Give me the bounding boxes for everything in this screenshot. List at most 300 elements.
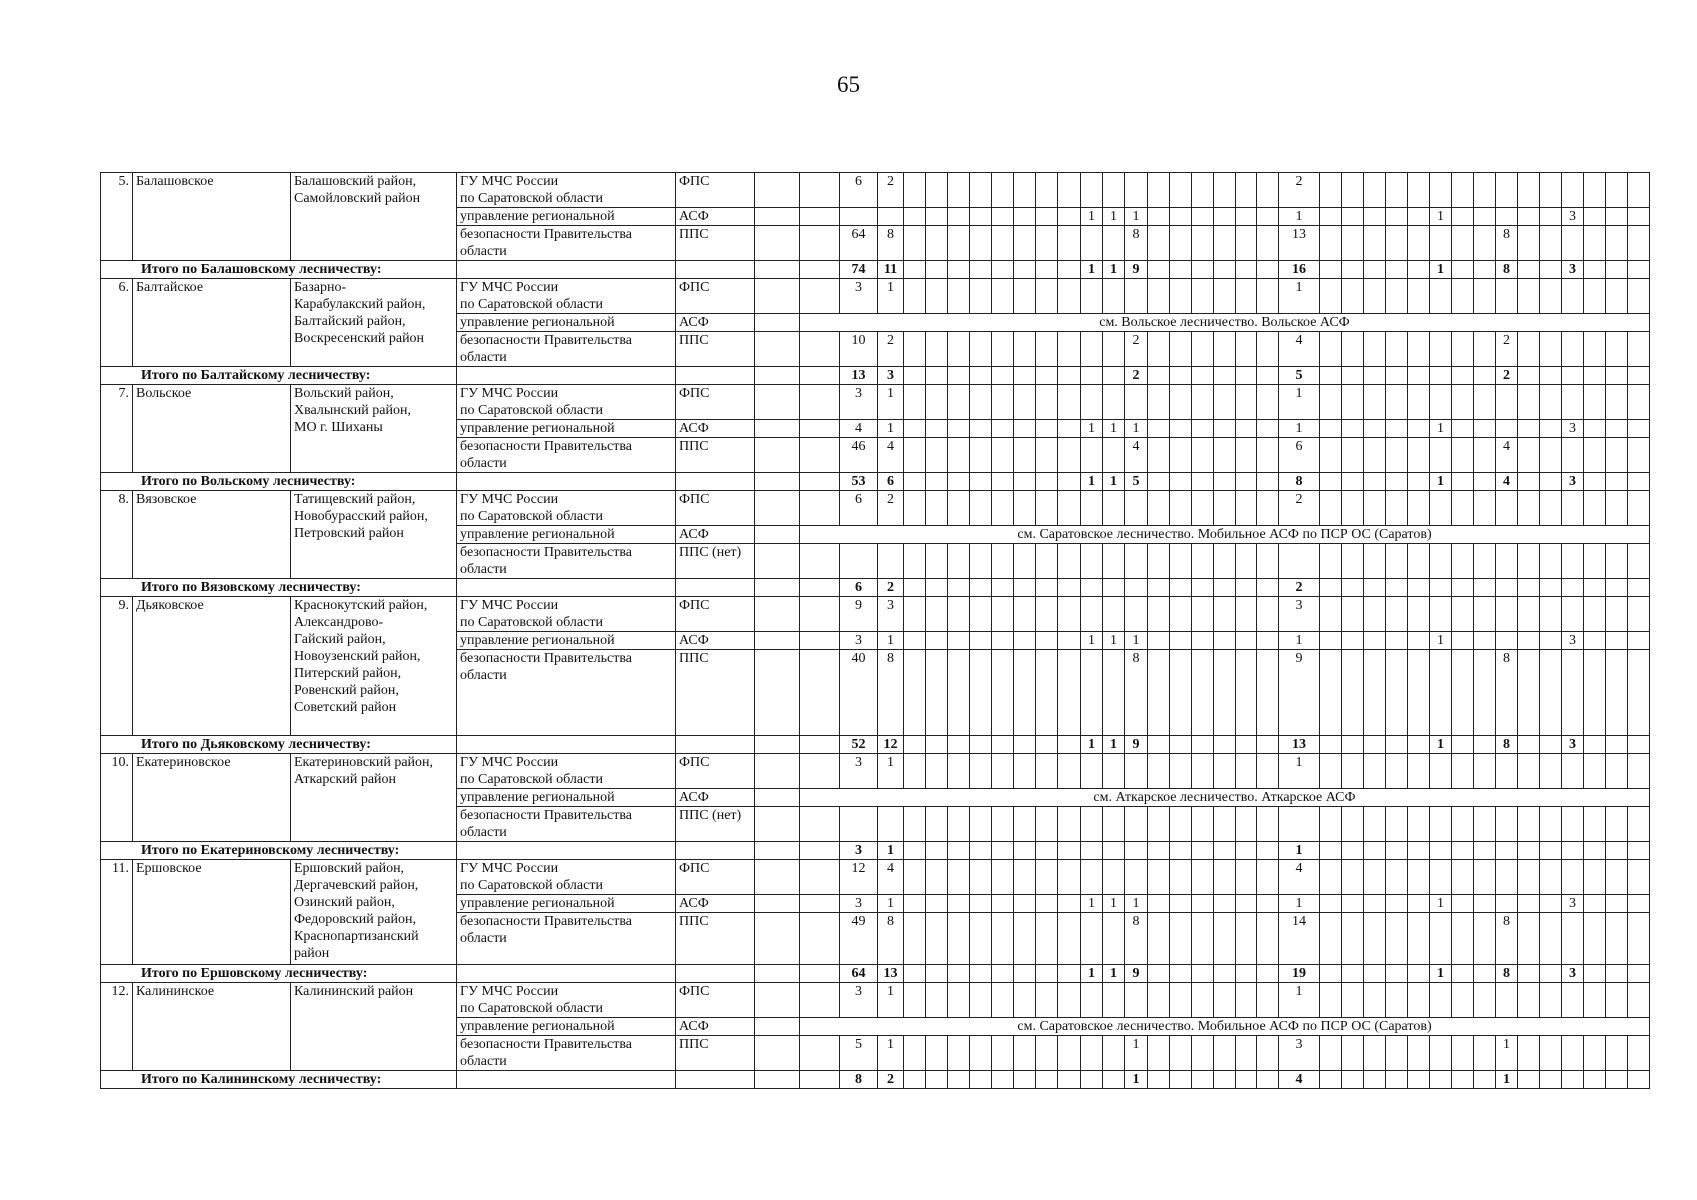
value-cell	[1496, 754, 1518, 789]
empty-cell	[676, 736, 755, 754]
value-cell	[992, 1071, 1014, 1089]
value-cell	[1170, 473, 1192, 491]
value-cell	[800, 332, 840, 367]
value-cell	[1192, 965, 1214, 983]
value-cell	[1214, 420, 1236, 438]
value-cell	[1214, 473, 1236, 491]
value-cell	[970, 544, 992, 579]
empty-cell	[457, 261, 676, 279]
empty-cell	[755, 736, 800, 754]
value-cell: 4	[1496, 473, 1518, 491]
organization	[457, 860, 676, 895]
value-cell	[1320, 544, 1342, 579]
value-cell	[1540, 544, 1562, 579]
value-cell	[1364, 965, 1386, 983]
value-cell	[1430, 332, 1452, 367]
value-cell	[1320, 208, 1342, 226]
value-cell	[1014, 367, 1036, 385]
value-cell	[1628, 736, 1650, 754]
value-cell	[1540, 1036, 1562, 1071]
value-cell	[1058, 208, 1081, 226]
value-cell	[1058, 1071, 1081, 1089]
value-cell	[1452, 597, 1474, 632]
district-line: Екатериновский район,	[294, 755, 434, 770]
district-line: Карабулакский район,	[294, 297, 426, 312]
value-cell	[1036, 842, 1058, 860]
value-cell	[1214, 438, 1236, 473]
empty-cell	[755, 367, 800, 385]
value-cell: 3	[1562, 473, 1584, 491]
value-cell	[800, 895, 840, 913]
value-cell	[1036, 332, 1058, 367]
value-cell	[1125, 842, 1148, 860]
value-cell	[1192, 579, 1214, 597]
value-cell: 64	[840, 965, 878, 983]
value-cell	[1452, 208, 1474, 226]
value-cell	[1148, 632, 1170, 650]
value-cell	[1628, 1071, 1650, 1089]
district-line: Балтайский район,	[294, 314, 406, 329]
value-cell	[1014, 1071, 1036, 1089]
value-cell	[904, 438, 926, 473]
value-cell	[840, 544, 878, 579]
value-cell	[1320, 597, 1342, 632]
district-line: Балашовский район,	[294, 174, 417, 189]
value-cell	[1364, 438, 1386, 473]
value-cell	[1342, 1071, 1364, 1089]
organization	[457, 526, 676, 544]
value-cell	[800, 807, 840, 842]
value-cell: 1	[1081, 632, 1103, 650]
organization	[457, 789, 676, 807]
value-cell	[800, 842, 840, 860]
table-row	[101, 597, 1650, 632]
value-cell: 1	[878, 1036, 904, 1071]
value-cell	[1562, 1071, 1584, 1089]
value-cell	[1058, 965, 1081, 983]
value-cell	[1320, 895, 1342, 913]
value-cell	[1540, 385, 1562, 420]
value-cell	[1386, 367, 1408, 385]
value-cell	[1452, 279, 1474, 314]
value-cell: 1	[1279, 420, 1320, 438]
value-cell: 9	[1125, 261, 1148, 279]
value-cell	[1452, 420, 1474, 438]
forestry-name: Дьяковское	[133, 597, 291, 736]
value-cell: 40	[840, 650, 878, 736]
value-cell	[1170, 1036, 1192, 1071]
value-cell	[970, 261, 992, 279]
row-number: 5.	[101, 173, 133, 261]
value-cell: 1	[1279, 208, 1320, 226]
value-cell: 4	[878, 438, 904, 473]
value-cell	[1584, 279, 1606, 314]
value-cell	[1257, 1071, 1279, 1089]
value-cell	[1452, 650, 1474, 736]
reference-note: см. Саратовское лесничество. Мобильное АСФ по ПСР ОС (Саратов)	[800, 1018, 1650, 1036]
value-cell	[1628, 438, 1650, 473]
value-cell	[1518, 579, 1540, 597]
value-cell	[1386, 842, 1408, 860]
value-cell	[1214, 1071, 1236, 1089]
value-cell	[1148, 842, 1170, 860]
value-cell	[1606, 579, 1628, 597]
value-cell	[1430, 438, 1452, 473]
value-cell	[1474, 860, 1496, 895]
value-cell	[1496, 983, 1518, 1018]
value-cell	[1342, 226, 1364, 261]
value-cell	[1103, 579, 1125, 597]
value-cell	[970, 420, 992, 438]
value-cell	[1257, 736, 1279, 754]
value-cell	[1170, 226, 1192, 261]
organization-line: ГУ МЧС России	[460, 984, 559, 999]
organization-line: ГУ МЧС России	[460, 492, 559, 507]
value-cell	[1496, 420, 1518, 438]
value-cell	[1192, 842, 1214, 860]
value-cell	[1170, 491, 1192, 526]
value-cell	[1562, 597, 1584, 632]
value-cell	[1474, 983, 1496, 1018]
value-cell	[1236, 597, 1257, 632]
organization-line: безопасности Правительства	[460, 651, 632, 666]
value-cell	[1496, 208, 1518, 226]
value-cell	[1474, 632, 1496, 650]
organization	[457, 913, 676, 965]
value-cell	[970, 597, 992, 632]
value-cell	[1257, 279, 1279, 314]
value-cell	[1474, 279, 1496, 314]
value-cell	[1170, 332, 1192, 367]
value-cell	[1628, 491, 1650, 526]
value-cell	[970, 279, 992, 314]
value-cell	[1474, 579, 1496, 597]
value-cell	[1342, 913, 1364, 965]
value-cell	[800, 438, 840, 473]
value-cell	[1036, 597, 1058, 632]
forestry-resources-table	[100, 172, 1650, 1089]
total-row	[101, 367, 1650, 385]
value-cell	[992, 754, 1014, 789]
value-cell	[926, 385, 948, 420]
organization-line: управление региональной	[460, 315, 615, 330]
value-cell: 1	[1125, 420, 1148, 438]
value-cell	[1584, 965, 1606, 983]
empty-cell	[457, 965, 676, 983]
value-cell	[1192, 226, 1214, 261]
value-cell	[1058, 332, 1081, 367]
unit-type: ФПС	[676, 754, 755, 789]
value-cell	[1036, 420, 1058, 438]
value-cell	[1342, 965, 1364, 983]
row-number: 11.	[101, 860, 133, 965]
value-cell	[992, 983, 1014, 1018]
value-cell	[1518, 807, 1540, 842]
value-cell	[1036, 807, 1058, 842]
value-cell	[1386, 1036, 1408, 1071]
district-line: Александрово-	[294, 615, 384, 630]
value-cell	[970, 913, 992, 965]
value-cell	[904, 332, 926, 367]
value-cell	[1081, 860, 1103, 895]
value-cell	[800, 913, 840, 965]
district-line: Питерский район,	[294, 666, 402, 681]
value-cell	[1342, 420, 1364, 438]
value-cell	[904, 261, 926, 279]
value-cell	[1170, 632, 1192, 650]
value-cell	[948, 491, 970, 526]
value-cell	[1518, 279, 1540, 314]
value-cell: 3	[1562, 261, 1584, 279]
value-cell	[1170, 913, 1192, 965]
value-cell	[1452, 913, 1474, 965]
value-cell	[904, 173, 926, 208]
organization-line: области	[460, 350, 507, 365]
organization-line: управление региональной	[460, 633, 615, 648]
value-cell	[1192, 736, 1214, 754]
value-cell	[1540, 226, 1562, 261]
value-cell	[948, 597, 970, 632]
value-cell	[970, 367, 992, 385]
value-cell	[1214, 860, 1236, 895]
value-cell	[1192, 438, 1214, 473]
value-cell: 16	[1279, 261, 1320, 279]
value-cell	[1192, 491, 1214, 526]
value-cell: 3	[878, 367, 904, 385]
organization	[457, 544, 676, 579]
value-cell	[948, 579, 970, 597]
value-cell	[1236, 367, 1257, 385]
organization-line: области	[460, 456, 507, 471]
value-cell	[1257, 895, 1279, 913]
district-list	[291, 860, 457, 965]
unit-type: ППС	[676, 913, 755, 965]
value-cell	[1386, 385, 1408, 420]
value-cell: 1	[1430, 895, 1452, 913]
value-cell: 1	[1081, 473, 1103, 491]
value-cell	[1540, 173, 1562, 208]
value-cell	[904, 913, 926, 965]
value-cell	[1036, 491, 1058, 526]
value-cell: 1	[878, 632, 904, 650]
value-cell: 1	[1125, 632, 1148, 650]
value-cell: 2	[1279, 173, 1320, 208]
value-cell	[1236, 385, 1257, 420]
value-cell	[1148, 385, 1170, 420]
value-cell	[1606, 491, 1628, 526]
value-cell	[1058, 438, 1081, 473]
value-cell	[1036, 544, 1058, 579]
value-cell	[1408, 261, 1430, 279]
value-cell	[1036, 1071, 1058, 1089]
value-cell	[1081, 226, 1103, 261]
total-row	[101, 1071, 1650, 1089]
value-cell	[1214, 544, 1236, 579]
value-cell	[992, 860, 1014, 895]
value-cell: 2	[1496, 332, 1518, 367]
district-line: Калининский район	[294, 984, 414, 999]
value-cell	[1562, 226, 1584, 261]
value-cell	[1364, 385, 1386, 420]
value-cell	[1342, 544, 1364, 579]
value-cell	[1170, 544, 1192, 579]
value-cell	[1320, 807, 1342, 842]
value-cell	[1214, 279, 1236, 314]
value-cell	[1192, 754, 1214, 789]
value-cell	[1058, 544, 1081, 579]
value-cell	[1125, 754, 1148, 789]
value-cell	[1364, 367, 1386, 385]
value-cell	[1562, 367, 1584, 385]
value-cell	[992, 279, 1014, 314]
value-cell	[1364, 632, 1386, 650]
value-cell	[1170, 579, 1192, 597]
value-cell	[1364, 754, 1386, 789]
value-cell: 8	[1496, 736, 1518, 754]
value-cell	[1192, 1071, 1214, 1089]
value-cell	[1628, 367, 1650, 385]
value-cell	[1408, 420, 1430, 438]
value-cell	[1452, 385, 1474, 420]
value-cell	[1058, 860, 1081, 895]
value-cell	[1081, 385, 1103, 420]
empty-cell	[755, 842, 800, 860]
value-cell	[1452, 261, 1474, 279]
value-cell	[1148, 473, 1170, 491]
value-cell: 46	[840, 438, 878, 473]
organization	[457, 279, 676, 314]
value-cell	[1103, 842, 1125, 860]
value-cell	[1125, 279, 1148, 314]
value-cell: 3	[840, 842, 878, 860]
value-cell	[1386, 895, 1408, 913]
value-cell	[1584, 1071, 1606, 1089]
organization-line: по Саратовской области	[460, 1001, 603, 1016]
value-cell	[1257, 754, 1279, 789]
value-cell	[948, 473, 970, 491]
value-cell	[948, 895, 970, 913]
value-cell	[1430, 1071, 1452, 1089]
value-cell	[1518, 173, 1540, 208]
value-cell	[1606, 473, 1628, 491]
value-cell	[948, 279, 970, 314]
value-cell	[1036, 473, 1058, 491]
value-cell	[1408, 491, 1430, 526]
value-cell	[1103, 491, 1125, 526]
value-cell: 1	[1103, 208, 1125, 226]
value-cell	[1103, 332, 1125, 367]
value-cell: 3	[840, 385, 878, 420]
value-cell: 1	[1430, 420, 1452, 438]
value-cell: 8	[1496, 650, 1518, 736]
value-cell	[1408, 226, 1430, 261]
value-cell	[1430, 579, 1452, 597]
empty-cell	[755, 544, 800, 579]
value-cell	[1342, 332, 1364, 367]
value-cell	[1103, 173, 1125, 208]
table-row	[101, 173, 1650, 208]
value-cell	[1430, 385, 1452, 420]
value-cell	[1342, 895, 1364, 913]
value-cell	[1562, 983, 1584, 1018]
value-cell	[926, 597, 948, 632]
value-cell	[1562, 491, 1584, 526]
value-cell: 3	[840, 754, 878, 789]
value-cell	[904, 650, 926, 736]
value-cell	[1430, 983, 1452, 1018]
value-cell	[1058, 420, 1081, 438]
value-cell	[992, 420, 1014, 438]
value-cell	[1236, 632, 1257, 650]
row-number: 8.	[101, 491, 133, 579]
organization-line: безопасности Правительства	[460, 439, 632, 454]
value-cell	[1584, 208, 1606, 226]
value-cell	[1474, 1071, 1496, 1089]
value-cell	[992, 807, 1014, 842]
value-cell	[1562, 842, 1584, 860]
district-line: Хвалынский район,	[294, 403, 411, 418]
value-cell	[1148, 860, 1170, 895]
value-cell	[1342, 438, 1364, 473]
value-cell	[1036, 1036, 1058, 1071]
value-cell	[1014, 438, 1036, 473]
value-cell	[1408, 332, 1430, 367]
district-line: Базарно-	[294, 280, 347, 295]
value-cell	[1170, 279, 1192, 314]
value-cell	[904, 279, 926, 314]
value-cell: 6	[840, 579, 878, 597]
total-row	[101, 736, 1650, 754]
value-cell	[1148, 420, 1170, 438]
value-cell	[1474, 491, 1496, 526]
value-cell	[800, 385, 840, 420]
value-cell	[1257, 632, 1279, 650]
value-cell	[1342, 807, 1364, 842]
value-cell	[1192, 279, 1214, 314]
value-cell	[1236, 332, 1257, 367]
value-cell	[1236, 736, 1257, 754]
value-cell	[1474, 420, 1496, 438]
value-cell: 12	[840, 860, 878, 895]
value-cell	[1518, 332, 1540, 367]
district-list	[291, 279, 457, 367]
value-cell	[1036, 438, 1058, 473]
empty-cell	[676, 842, 755, 860]
value-cell	[1628, 385, 1650, 420]
unit-type: ППС	[676, 226, 755, 261]
value-cell	[1148, 579, 1170, 597]
district-line: Ершовский район,	[294, 861, 405, 876]
value-cell: 6	[840, 173, 878, 208]
organization-line: ГУ МЧС России	[460, 755, 559, 770]
value-cell: 1	[1430, 208, 1452, 226]
value-cell	[992, 597, 1014, 632]
unit-type: ФПС	[676, 173, 755, 208]
empty-cell	[755, 438, 800, 473]
value-cell	[970, 842, 992, 860]
value-cell	[1452, 1036, 1474, 1071]
value-cell: 3	[1279, 597, 1320, 632]
value-cell	[1452, 226, 1474, 261]
district-line: Новоузенский район,	[294, 649, 421, 664]
value-cell	[1081, 1036, 1103, 1071]
value-cell	[1125, 385, 1148, 420]
value-cell	[1081, 579, 1103, 597]
value-cell	[1562, 438, 1584, 473]
value-cell	[992, 367, 1014, 385]
empty-cell	[755, 807, 800, 842]
value-cell	[1606, 807, 1628, 842]
